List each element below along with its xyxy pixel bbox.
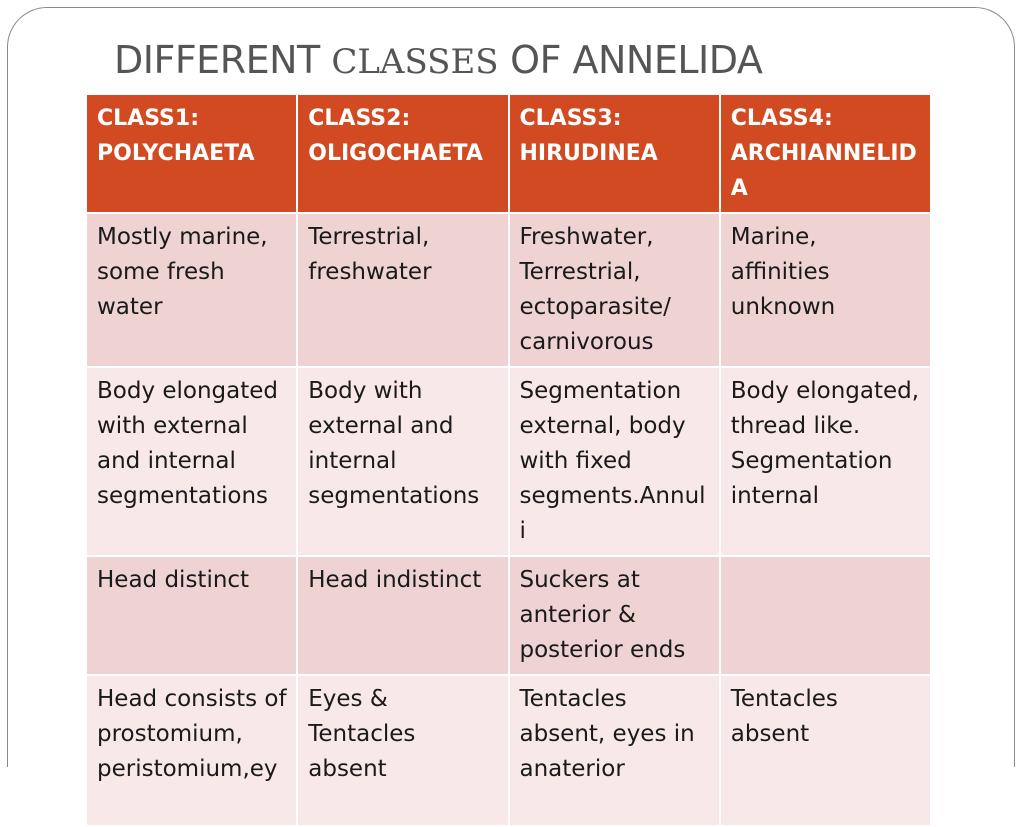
table-cell bbox=[720, 556, 931, 675]
table-cell: Body elongated with external and internal segmentations bbox=[86, 367, 297, 556]
table-row bbox=[86, 367, 931, 556]
table-cell: Body elongated, thread like. Segmentation internal bbox=[720, 367, 931, 556]
slide-title bbox=[114, 38, 762, 82]
table-cell: Tentacles absent bbox=[720, 675, 931, 826]
title-part-1: DIFFERENT bbox=[114, 38, 332, 82]
table-cell: Terrestrial, freshwater bbox=[297, 213, 508, 367]
table-cell: Head consists of prostomium, peristomium,ey bbox=[86, 675, 297, 826]
table-cell: Tentacles absent, eyes in anaterior bbox=[509, 675, 720, 826]
table-cell: Head indistinct bbox=[297, 556, 508, 675]
table-cell: Freshwater, Terrestrial, ectoparasite/ carnivorous bbox=[509, 213, 720, 367]
table-cell: Suckers at anterior & posterior ends bbox=[509, 556, 720, 675]
header-row bbox=[86, 94, 931, 213]
header-class2: CLASS2: OLIGOCHAETA bbox=[297, 94, 508, 213]
header-class4: CLASS4: ARCHIANNELIDA bbox=[720, 94, 931, 213]
title-part-3: OF ANNELIDA bbox=[498, 38, 763, 82]
title-part-2: CLASSES bbox=[331, 42, 499, 82]
header-class3: CLASS3: HIRUDINEA bbox=[509, 94, 720, 213]
table-cell: Body with external and internal segmentations bbox=[297, 367, 508, 556]
table-cell: Segmentation external, body with fixed segments.Annuli bbox=[509, 367, 720, 556]
header-class1: CLASS1: POLYCHAETA bbox=[86, 94, 297, 213]
table-row bbox=[86, 556, 931, 675]
table-cell: Marine, affinities unknown bbox=[720, 213, 931, 367]
table-row bbox=[86, 213, 931, 367]
table-cell: Mostly marine, some fresh water bbox=[86, 213, 297, 367]
annelida-classes-table bbox=[85, 93, 932, 827]
table-row bbox=[86, 675, 931, 826]
table-cell: Eyes & Tentacles absent bbox=[297, 675, 508, 826]
table-cell: Head distinct bbox=[86, 556, 297, 675]
